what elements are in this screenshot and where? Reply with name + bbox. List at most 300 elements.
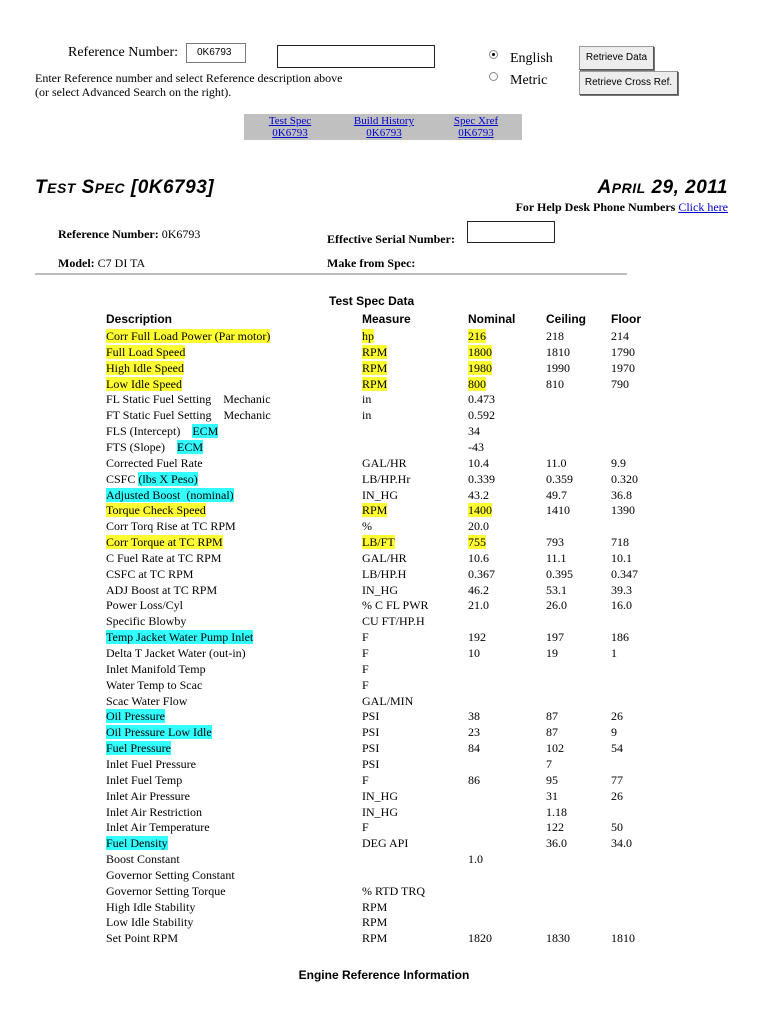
cell-ceiling [546, 329, 564, 343]
row-nominal: 1.0 [468, 852, 483, 867]
cell-measure [362, 646, 369, 660]
row-nominal: 38 [468, 709, 480, 724]
cell-measure [362, 551, 407, 565]
cell-desc [106, 329, 270, 343]
cell-floor [611, 741, 623, 755]
table-row [0, 868, 768, 884]
cell-nominal [468, 551, 489, 565]
cell-desc [106, 868, 235, 882]
row-ceiling: 53.1 [546, 582, 567, 597]
cell-measure [362, 488, 398, 502]
row-measure: PSI [362, 709, 380, 724]
row-measure: RPM [362, 503, 388, 518]
cell-desc [106, 900, 195, 914]
cell-desc [106, 424, 218, 438]
date-part: A [597, 177, 612, 198]
row-measure: GAL/MIN [362, 693, 414, 708]
cell-nominal [468, 424, 480, 438]
row-ceiling: 102 [546, 741, 564, 756]
cell-ceiling [546, 741, 564, 755]
cell-desc [106, 377, 182, 391]
row-ceiling: 26.0 [546, 598, 567, 613]
info-make-from [327, 256, 415, 271]
cell-measure [362, 805, 398, 819]
cell-nominal [468, 598, 489, 612]
row-floor: 1810 [611, 931, 635, 946]
row-nominal: 10.6 [468, 550, 489, 565]
row-description: Inlet Air Restriction [106, 804, 202, 819]
row-ceiling: 31 [546, 788, 558, 803]
row-description: FT Static Fuel Setting Mechanic [106, 408, 271, 423]
cell-floor [611, 583, 632, 597]
row-description: Specific Blowby [106, 614, 187, 629]
cell-desc [106, 614, 186, 628]
row-floor: 26 [611, 709, 623, 724]
info-serial-label: Effective Serial Number: [327, 232, 455, 246]
table-row [0, 725, 768, 741]
row-description: High Idle Stability [106, 899, 196, 914]
row-measure: RPM [362, 915, 388, 930]
cell-nominal [468, 931, 492, 945]
instruction-line-1: Enter Reference number and select Reference description above [35, 71, 343, 85]
row-nominal: 0.473 [468, 392, 495, 407]
cell-ceiling [546, 456, 567, 470]
cell-desc [106, 535, 223, 549]
cell-desc [106, 884, 226, 898]
metric-label: Metric [510, 73, 548, 88]
cell-desc [106, 551, 221, 565]
row-floor: 16.0 [611, 598, 632, 613]
row-description: Power Loss/Cyl [106, 598, 184, 613]
cell-floor [611, 630, 629, 644]
cell-measure [362, 630, 369, 644]
row-ceiling: 11.1 [546, 550, 567, 565]
row-description: Governor Setting Torque [106, 883, 226, 898]
cell-measure [362, 329, 374, 343]
row-nominal: -43 [468, 439, 484, 454]
row-measure: F [362, 677, 369, 692]
table-row [0, 535, 768, 551]
cell-nominal [468, 503, 492, 517]
row-ceiling: 793 [546, 535, 564, 550]
cell-measure [362, 392, 371, 406]
engine-reference-title: Engine Reference Information [298, 968, 470, 982]
cell-desc [106, 630, 253, 644]
row-measure: RPM [362, 360, 388, 375]
table-row [0, 488, 768, 504]
table-row [0, 741, 768, 757]
date-part: 29, 2011 [645, 177, 728, 198]
cell-desc [106, 915, 193, 929]
cell-desc [106, 805, 202, 819]
row-description: C Fuel Rate at TC RPM [106, 550, 222, 565]
row-measure: in [362, 408, 372, 423]
table-row [0, 472, 768, 488]
cell-measure [362, 836, 408, 850]
table-row [0, 377, 768, 393]
retrieve-cross-ref-button[interactable]: Retrieve Cross Ref. [579, 71, 678, 95]
cell-measure [362, 773, 369, 787]
table-row [0, 361, 768, 377]
row-ceiling: 7 [546, 756, 552, 771]
title-part: S [75, 177, 95, 198]
cell-desc [106, 852, 180, 866]
cell-measure [362, 678, 369, 692]
row-nominal: 1800 [468, 344, 492, 359]
cell-floor [611, 377, 629, 391]
cell-ceiling [546, 361, 570, 375]
row-nominal: 1980 [468, 360, 492, 375]
row-floor: 1 [611, 646, 617, 660]
row-measure: F [362, 646, 369, 660]
row-floor: 54 [611, 741, 623, 756]
tab-spec-xref[interactable] [440, 115, 512, 139]
row-measure: PSI [362, 741, 380, 756]
cell-ceiling [546, 583, 567, 597]
cell-desc [106, 345, 185, 359]
row-nominal: 86 [468, 772, 480, 787]
row-description-tag: (lbs X Peso) [138, 471, 198, 486]
tab-spec-xref-label[interactable]: Spec Xref [453, 115, 499, 127]
row-floor: 1390 [611, 503, 635, 518]
row-ceiling: 810 [546, 376, 564, 391]
cell-nominal [468, 709, 480, 723]
table-row [0, 709, 768, 725]
help-desk-text: For Help Desk Phone Numbers [515, 200, 679, 214]
reference-number-label: Reference Number: [68, 45, 178, 60]
search-instructions [35, 71, 343, 99]
cell-measure [362, 757, 379, 771]
table-row [0, 820, 768, 836]
tab-build-history-label[interactable]: Build History [353, 115, 415, 127]
row-nominal: 34 [468, 424, 480, 439]
table-row [0, 456, 768, 472]
cell-floor [611, 551, 632, 565]
row-description: Temp Jacket Water Pump Inlet [106, 630, 254, 645]
table-row [0, 440, 768, 456]
cell-floor [611, 820, 623, 834]
cell-measure [362, 503, 387, 517]
cell-desc [106, 836, 168, 850]
cell-floor [611, 773, 623, 787]
cell-measure [362, 741, 379, 755]
row-measure: RPM [362, 376, 388, 391]
cell-nominal [468, 392, 495, 406]
row-measure: LB/HP.H [362, 566, 407, 581]
row-description: Inlet Fuel Pressure [106, 756, 196, 771]
row-ceiling: 1830 [546, 931, 570, 946]
row-ceiling: 0.395 [546, 566, 573, 581]
row-floor: 186 [611, 630, 629, 645]
cell-measure [362, 472, 410, 486]
cell-measure [362, 931, 387, 945]
row-ceiling: 49.7 [546, 487, 567, 502]
row-measure: CU FT/HP.H [362, 614, 425, 629]
info-reference-label: Reference Number: [58, 227, 159, 241]
cell-nominal [468, 535, 486, 549]
row-description: CSFC [106, 471, 136, 486]
cell-nominal [468, 345, 492, 359]
row-nominal: 20.0 [468, 519, 489, 534]
row-description: Water Temp to Scac [106, 677, 203, 692]
row-floor: 50 [611, 820, 623, 835]
row-floor: 1970 [611, 360, 635, 375]
table-row [0, 805, 768, 821]
row-nominal: 46.2 [468, 582, 489, 597]
cell-ceiling [546, 503, 570, 517]
cell-desc [106, 773, 182, 787]
row-measure: RPM [362, 899, 388, 914]
cell-ceiling [546, 488, 567, 502]
cell-nominal [468, 852, 483, 866]
cell-desc [106, 741, 171, 755]
tab-build-history[interactable] [344, 115, 424, 139]
row-measure: GAL/HR [362, 455, 407, 470]
tab-test-spec[interactable] [254, 115, 326, 139]
row-measure: PSI [362, 725, 380, 740]
row-ceiling: 197 [546, 630, 564, 645]
cell-ceiling [546, 472, 573, 486]
cell-floor [611, 488, 632, 502]
row-description: FL Static Fuel Setting Mechanic [106, 392, 271, 407]
cell-desc [106, 392, 271, 406]
reference-number-input[interactable]: 0K6793 [186, 43, 246, 63]
row-measure: GAL/HR [362, 550, 407, 565]
title-part: PEC [94, 180, 126, 196]
info-make-from-label: Make from Spec: [327, 256, 416, 270]
table-row [0, 852, 768, 868]
page-title [35, 177, 214, 199]
cell-measure [362, 820, 369, 834]
row-nominal: 43.2 [468, 487, 489, 502]
cell-floor [611, 472, 638, 486]
row-ceiling: 19 [546, 646, 558, 660]
cell-ceiling [546, 931, 570, 945]
row-ceiling: 87 [546, 709, 558, 724]
table-row [0, 884, 768, 900]
row-ceiling: 87 [546, 725, 558, 740]
cell-nominal [468, 725, 480, 739]
cell-ceiling [546, 709, 558, 723]
row-measure: LB/FT [362, 535, 395, 550]
row-measure: RPM [362, 931, 388, 946]
tab-build-history-ref[interactable]: 0K6793 [366, 127, 402, 139]
info-model-value: C7 DI TA [94, 256, 146, 270]
cell-desc [106, 456, 203, 470]
cell-nominal [468, 519, 489, 533]
cell-nominal [468, 377, 486, 391]
cell-desc [106, 646, 246, 660]
col-header-ceiling: Ceiling [546, 312, 587, 326]
row-floor: 9 [611, 725, 617, 740]
row-measure: F [362, 661, 369, 676]
row-measure: % RTD TRQ [362, 883, 426, 898]
row-measure: LB/HP.Hr [362, 471, 411, 486]
cell-desc [106, 757, 196, 771]
cell-nominal [468, 472, 495, 486]
row-measure: F [362, 772, 369, 787]
row-description: Adjusted Boost (nominal) [106, 487, 234, 502]
cell-floor [611, 836, 632, 850]
cell-floor [611, 789, 623, 803]
cell-desc [106, 503, 206, 517]
retrieve-data-button[interactable]: Retrieve Data [579, 46, 654, 70]
row-description: Inlet Manifold Temp [106, 661, 206, 676]
row-description: High Idle Speed [106, 360, 184, 375]
cell-ceiling [546, 630, 564, 644]
cell-desc [106, 678, 202, 692]
row-nominal: 216 [468, 329, 486, 343]
info-reference [58, 227, 200, 242]
row-nominal: 1820 [468, 931, 492, 946]
row-nominal: 23 [468, 725, 480, 740]
cell-desc [106, 694, 187, 708]
table-row [0, 519, 768, 535]
cell-ceiling [546, 567, 573, 581]
tab-test-spec-ref[interactable]: 0K6793 [272, 127, 308, 139]
row-description: Governor Setting Constant [106, 867, 235, 882]
row-description: Corr Torque at TC RPM [106, 535, 223, 550]
table-row [0, 694, 768, 710]
table-row [0, 614, 768, 630]
table-row [0, 931, 768, 947]
cell-nominal [468, 329, 486, 343]
cell-measure [362, 519, 372, 533]
effective-serial-input[interactable] [467, 221, 555, 243]
cell-ceiling [546, 725, 558, 739]
row-nominal: 10 [468, 646, 480, 660]
tab-spec-xref-ref[interactable]: 0K6793 [458, 127, 494, 139]
row-nominal: 800 [468, 376, 486, 391]
help-desk-line [516, 200, 728, 215]
cell-nominal [468, 583, 489, 597]
cell-measure [362, 535, 395, 549]
row-description: Corr Full Load Power (Par motor) [106, 329, 271, 343]
english-radio[interactable] [489, 50, 498, 59]
table-row [0, 424, 768, 440]
row-description-tag: ECM [177, 439, 204, 454]
cell-floor [611, 598, 632, 612]
cell-measure [362, 567, 406, 581]
row-measure: PSI [362, 756, 380, 771]
table-row [0, 598, 768, 614]
row-floor: 718 [611, 535, 629, 550]
table-row [0, 836, 768, 852]
cell-desc [106, 440, 203, 454]
info-reference-value: 0K6793 [158, 227, 201, 241]
row-floor: 34.0 [611, 836, 632, 851]
cell-floor [611, 709, 623, 723]
row-floor: 39.3 [611, 582, 632, 597]
table-row [0, 503, 768, 519]
help-desk-link[interactable]: Click here [678, 200, 728, 214]
row-description: FTS (Slope) [106, 439, 166, 454]
row-nominal: 192 [468, 630, 486, 645]
cell-floor [611, 725, 617, 739]
row-ceiling: 1410 [546, 503, 570, 518]
row-ceiling: 0.359 [546, 471, 573, 486]
cell-floor [611, 456, 626, 470]
row-nominal: 755 [468, 535, 486, 550]
table-row [0, 408, 768, 424]
spec-tabs [244, 114, 522, 140]
row-description: Delta T Jacket Water (out-in) [106, 646, 246, 660]
row-measure: RPM [362, 344, 388, 359]
cell-desc [106, 361, 184, 375]
cell-measure [362, 709, 379, 723]
cell-desc [106, 725, 212, 739]
table-row [0, 646, 768, 662]
table-row [0, 773, 768, 789]
cell-desc [106, 598, 183, 612]
cell-measure [362, 361, 387, 375]
tab-test-spec-label[interactable]: Test Spec [268, 115, 312, 127]
col-header-measure: Measure [362, 312, 411, 326]
cell-floor [611, 567, 638, 581]
spacer [165, 440, 177, 454]
reference-description-input[interactable] [277, 45, 435, 68]
table-row [0, 915, 768, 931]
table-row [0, 789, 768, 805]
col-header-description: Description [106, 312, 173, 326]
row-nominal: 0.367 [468, 566, 495, 581]
spec-section-title: Test Spec Data [329, 294, 415, 308]
cell-nominal [468, 773, 480, 787]
cell-measure [362, 915, 387, 929]
cell-desc [106, 583, 217, 597]
info-serial [327, 232, 455, 247]
row-description: Oil Pressure Low Idle [106, 725, 212, 740]
row-ceiling: 218 [546, 329, 564, 343]
cell-ceiling [546, 598, 567, 612]
row-description: Inlet Air Temperature [106, 820, 210, 835]
row-measure: F [362, 630, 369, 645]
table-row [0, 900, 768, 916]
cell-measure [362, 694, 413, 708]
cell-ceiling [546, 773, 558, 787]
row-floor: 77 [611, 772, 623, 787]
row-ceiling: 1810 [546, 344, 570, 359]
row-description: Inlet Fuel Temp [106, 772, 183, 787]
row-measure: hp [362, 329, 374, 343]
cell-nominal [468, 567, 495, 581]
cell-ceiling [546, 820, 564, 834]
cell-ceiling [546, 377, 564, 391]
cell-floor [611, 361, 635, 375]
cell-ceiling [546, 836, 567, 850]
cell-measure [362, 583, 398, 597]
page-date [598, 177, 728, 199]
row-description-tag: ECM [192, 424, 219, 439]
cell-desc [106, 931, 178, 945]
cell-nominal [468, 488, 489, 502]
metric-radio[interactable] [489, 72, 498, 81]
table-row [0, 551, 768, 567]
row-nominal: 10.4 [468, 455, 489, 470]
title-part: T [35, 177, 48, 198]
row-measure: IN_HG [362, 788, 398, 803]
row-ceiling: 1990 [546, 360, 570, 375]
cell-nominal [468, 361, 492, 375]
cell-nominal [468, 630, 486, 644]
cell-floor [611, 646, 617, 660]
row-description: Torque Check Speed [106, 503, 206, 518]
row-nominal: 0.339 [468, 471, 495, 486]
row-description: Fuel Density [106, 836, 168, 851]
row-description: ADJ Boost at TC RPM [106, 582, 218, 597]
table-row [0, 630, 768, 646]
cell-floor [611, 931, 635, 945]
